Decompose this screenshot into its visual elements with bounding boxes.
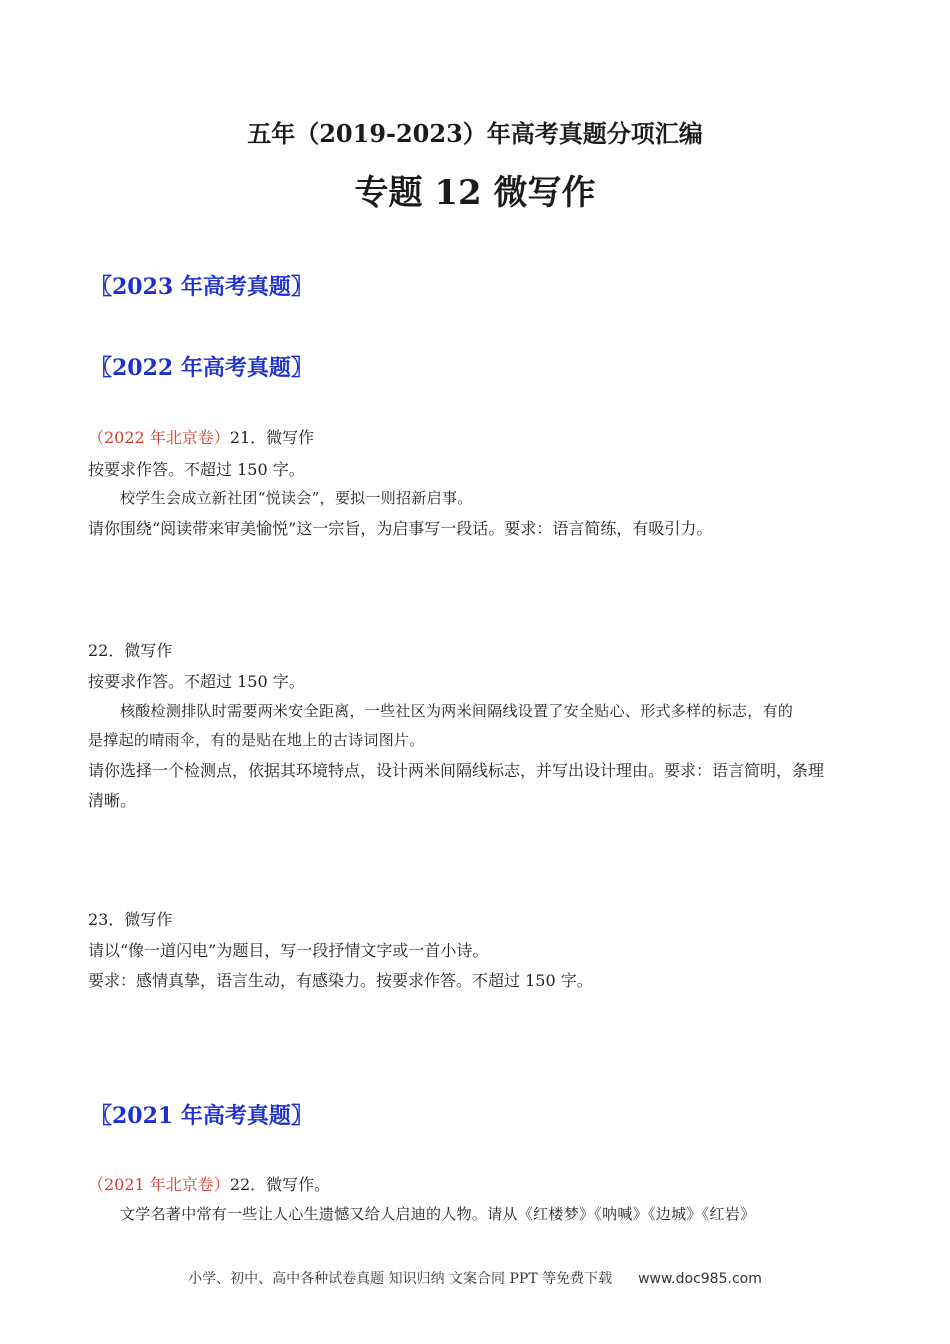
section-heading-2021: 〖2021 年高考真题〗	[90, 1103, 313, 1129]
question-prompt-line: 是撑起的晴雨伞，有的是贴在地上的古诗词图片。	[88, 731, 425, 749]
question-source: （2022 年北京卷）	[88, 428, 230, 447]
question-prompt-line: 核酸检测排队时需要两米安全距离，一些社区为两米间隔线设置了安全贴心、形式多样的标志，有的	[120, 702, 794, 720]
question-header	[88, 425, 314, 448]
page-footer	[0, 1268, 950, 1288]
document-title: 五年（2019-2023）年高考真题分项汇编	[247, 119, 703, 148]
question-number-title: 22．微写作	[88, 641, 173, 660]
question-prompt: 文学名著中常有一些让人心生遗憾又给人启迪的人物。请从《红楼梦》《呐喊》《边城》《红岩》	[120, 1205, 756, 1223]
question-task-line: 清晰。	[88, 791, 137, 810]
footer-url[interactable]: www.doc985.com	[638, 1271, 762, 1287]
question-instruction: 按要求作答。不超过 150 字。	[88, 460, 305, 479]
document-subtitle: 专题 12 微写作	[354, 173, 596, 213]
question-number-title: 23．微写作	[88, 910, 173, 929]
question-prompt: 校学生会成立新社团“悦读会”，要拟一则招新启事。	[120, 489, 473, 507]
question-source: （2021 年北京卷）	[88, 1175, 230, 1194]
footer-text: 小学、初中、高中各种试卷真题 知识归纳 文案合同 PPT 等免费下载	[188, 1271, 613, 1287]
question-number-title: 21．微写作	[229, 428, 315, 447]
question-header	[88, 1172, 330, 1195]
question-task: 请以“像一道闪电”为题目，写一段抒情文字或一首小诗。	[88, 941, 489, 960]
section-heading-2022: 〖2022 年高考真题〗	[90, 355, 313, 381]
question-task-line: 请你选择一个检测点，依据其环境特点，设计两米间隔线标志，并写出设计理由。要求：语言简明，条理	[88, 761, 825, 780]
question-requirement: 要求：感情真挚，语言生动，有感染力。按要求作答。不超过 150 字。	[88, 971, 593, 990]
question-instruction: 按要求作答。不超过 150 字。	[88, 672, 305, 691]
question-number-title: 22．微写作。	[229, 1175, 331, 1194]
section-heading-2023: 〖2023 年高考真题〗	[90, 274, 313, 300]
question-task: 请你围绕“阅读带来审美愉悦”这一宗旨，为启事写一段话。要求：语言简练，有吸引力。	[88, 519, 713, 538]
